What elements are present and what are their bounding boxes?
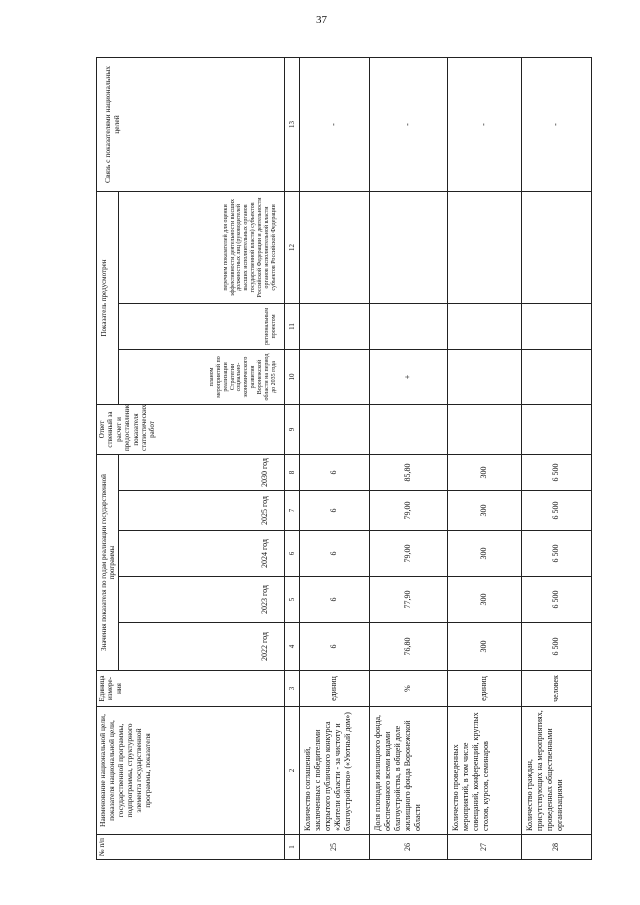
value-cell: 300 <box>447 531 521 577</box>
indicator-unit: человек <box>521 671 591 707</box>
indicators-table <box>96 57 592 860</box>
column-number: 12 <box>284 191 299 303</box>
column-number: 3 <box>284 671 299 707</box>
value-cell: 6 <box>299 623 369 671</box>
column-number: 6 <box>284 531 299 577</box>
header-values-group: Значения показателя по годам реализации государственной программы <box>97 455 119 671</box>
responsible-cell <box>521 405 591 455</box>
header-unit: Единица измере-ния <box>97 671 285 707</box>
value-cell: 300 <box>447 455 521 491</box>
header-year: 2022 год <box>118 623 284 671</box>
strategy-mark <box>299 350 369 405</box>
header-responsible: Ответ ственный за расчет и предоставление показателя статистических работ <box>97 405 285 455</box>
regional-mark <box>369 304 447 350</box>
value-cell: 6 <box>299 531 369 577</box>
value-cell: 76,80 <box>369 623 447 671</box>
value-cell: 300 <box>447 577 521 623</box>
efficiency-mark <box>299 191 369 303</box>
value-cell: 6 <box>299 577 369 623</box>
page-number: 37 <box>316 14 327 26</box>
header-link: Связь с показателями национальных целей <box>97 57 285 191</box>
column-number: 11 <box>284 304 299 350</box>
regional-mark <box>521 304 591 350</box>
header-name: Наименование национальной цели, показателя национальной цели, государственной программы, подпрограммы, структурного элемента государственной программы, показателя <box>97 707 285 835</box>
column-number: 8 <box>284 455 299 491</box>
column-number: 1 <box>284 835 299 860</box>
value-cell: 6 <box>299 455 369 491</box>
column-number: 4 <box>284 623 299 671</box>
column-number: 13 <box>284 57 299 191</box>
link-cell: - <box>521 57 591 191</box>
value-cell: 300 <box>447 623 521 671</box>
responsible-cell <box>447 405 521 455</box>
header-year: 2025 год <box>118 491 284 531</box>
link-cell: - <box>299 57 369 191</box>
table-row <box>521 57 591 859</box>
column-number: 10 <box>284 350 299 405</box>
column-number: 2 <box>284 707 299 835</box>
header-year: 2023 год <box>118 577 284 623</box>
indicator-name: Количество соглашений, заключенных с победителями открытого публичного конкурса «Жители области - за чистоту и благоустройство» («Уютный дом») <box>299 707 369 835</box>
link-cell: - <box>369 57 447 191</box>
value-cell: 77,90 <box>369 577 447 623</box>
header-strategy: планом мероприятий по реализации Стратегии социально-экономического развития Воронежской области на период до 2035 года <box>118 350 284 405</box>
indicators-table-container <box>96 58 571 860</box>
row-number: 26 <box>369 835 447 860</box>
row-number: 25 <box>299 835 369 860</box>
efficiency-mark <box>369 191 447 303</box>
column-number: 5 <box>284 577 299 623</box>
value-cell: 6 500 <box>521 623 591 671</box>
strategy-mark <box>521 350 591 405</box>
link-cell: - <box>447 57 521 191</box>
header-year: 2024 год <box>118 531 284 577</box>
table-row <box>299 57 369 859</box>
row-number: 27 <box>447 835 521 860</box>
indicator-unit: единиц <box>447 671 521 707</box>
responsible-cell <box>299 405 369 455</box>
efficiency-mark <box>447 191 521 303</box>
indicator-unit: единиц <box>299 671 369 707</box>
header-no: № п/п <box>97 835 285 860</box>
indicator-name: Доля площади жилищного фонда, обеспеченного всеми видами благоустройства, в общей доле жилищного фонда Воронежской области <box>369 707 447 835</box>
table-row <box>447 57 521 859</box>
value-cell: 79,00 <box>369 531 447 577</box>
strategy-mark: + <box>369 350 447 405</box>
value-cell: 85,80 <box>369 455 447 491</box>
value-cell: 6 <box>299 491 369 531</box>
indicator-name: Количество граждан, присутствующих на мероприятиях, проведенных общественными организациями <box>521 707 591 835</box>
value-cell: 300 <box>447 491 521 531</box>
value-cell: 6 500 <box>521 577 591 623</box>
row-number: 28 <box>521 835 591 860</box>
column-number: 7 <box>284 491 299 531</box>
value-cell: 6 500 <box>521 455 591 491</box>
indicator-unit: % <box>369 671 447 707</box>
header-provided-group: Показатель предусмотрен <box>97 191 119 404</box>
responsible-cell <box>369 405 447 455</box>
indicator-name: Количество проведенных мероприятий, в том числе совещаний, конференций, круглых столов, курсов, семинаров <box>447 707 521 835</box>
header-regional: региональным проектом <box>118 304 284 350</box>
strategy-mark <box>447 350 521 405</box>
value-cell: 6 500 <box>521 531 591 577</box>
regional-mark <box>299 304 369 350</box>
value-cell: 6 500 <box>521 491 591 531</box>
regional-mark <box>447 304 521 350</box>
value-cell: 79,00 <box>369 491 447 531</box>
table-row <box>369 57 447 859</box>
column-number-row <box>284 57 299 859</box>
efficiency-mark <box>521 191 591 303</box>
header-efficiency: перечнем показателей для оценки эффективности деятельности высших должностных лиц (руководителей высших исполнительных органов государственной власти) субъектов Российской Федерации и деятельности органов исполнительной власти субъектов Российской Федерации <box>118 191 284 303</box>
header-year: 2030 год <box>118 455 284 491</box>
column-number: 9 <box>284 405 299 455</box>
